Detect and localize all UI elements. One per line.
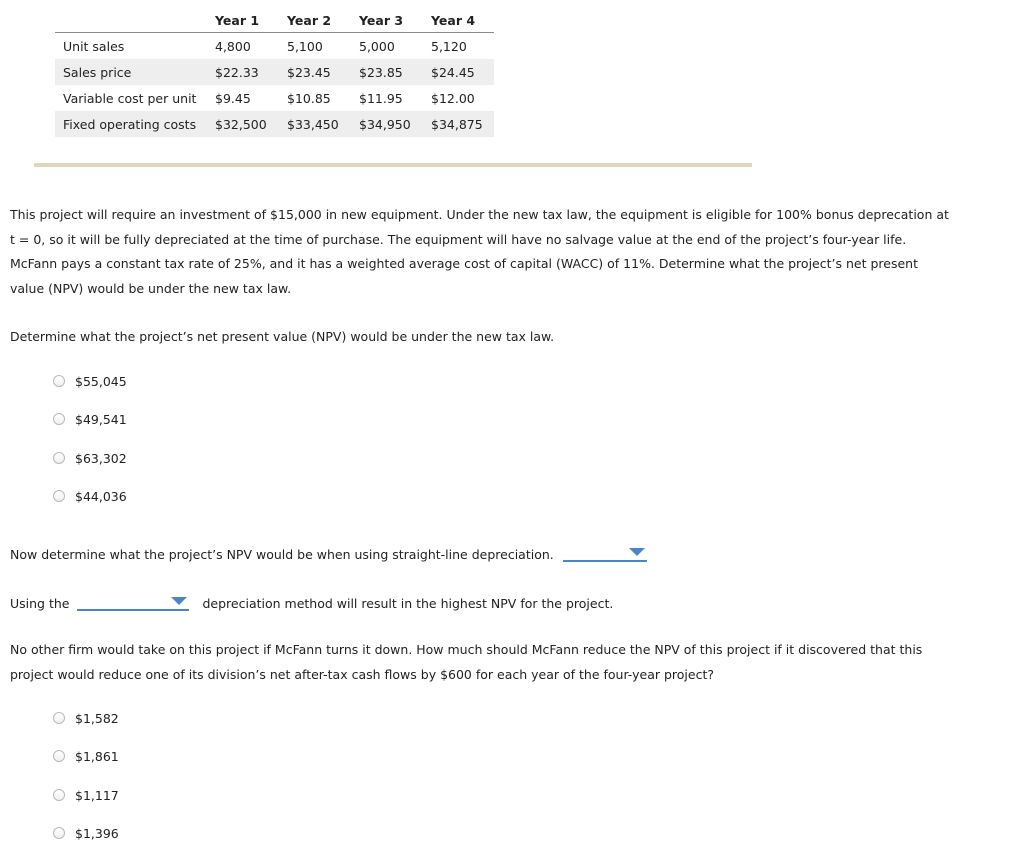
table-cell: $11.95 [359, 90, 403, 106]
option-label: $63,302 [75, 450, 127, 466]
table-header-year-4: Year 4 [431, 8, 494, 33]
radio-button[interactable] [53, 452, 65, 464]
option-label: $1,117 [75, 787, 119, 803]
radio-button[interactable] [53, 490, 65, 502]
table-cell: 5,120 [431, 33, 494, 60]
table-cell: $23.85 [359, 59, 431, 85]
question-2-text: Now determine what the project’s NPV would be when using straight-line depreciation. [10, 547, 554, 562]
intro-line: McFann pays a constant tax rate of 25%, and it has a weighted average cost of capital (WACC) of 11%. Determine what the project’s net present [10, 256, 918, 271]
radio-button[interactable] [53, 375, 65, 387]
option-label: $55,045 [75, 373, 127, 389]
table-cell: $12.00 [431, 90, 475, 106]
table-cell: $32,500 [215, 111, 287, 137]
question-3-prefix: Using the [10, 596, 70, 611]
table-row-sales-price [55, 59, 494, 85]
q1-option-3[interactable] [53, 450, 127, 466]
chevron-down-icon [171, 597, 187, 605]
table-cell: $34,875 [431, 111, 494, 137]
radio-button[interactable] [53, 413, 65, 425]
table-cell: $10.85 [287, 90, 331, 106]
table-header-row [55, 8, 494, 33]
depreciation-method-dropdown[interactable] [77, 593, 189, 611]
table-cell: $9.45 [215, 90, 251, 106]
table-cell: 4,800 [215, 33, 287, 60]
question-4-line: No other firm would take on this project if McFann turns it down. How much should McFann reduce the NPV of this project if it discovered that this [10, 642, 923, 657]
radio-button[interactable] [53, 750, 65, 762]
radio-button[interactable] [53, 712, 65, 724]
question-1-text: Determine what the project’s net present value (NPV) would be under the new tax law. [10, 329, 555, 344]
question-2-row [10, 544, 647, 562]
table-cell: 5,000 [359, 33, 431, 60]
question-3-row [10, 593, 613, 611]
table-header-year-2: Year 2 [287, 8, 359, 33]
intro-line: t = 0, so it will be fully depreciated at the time of purchase. The equipment will have no salvage value at the end of the project’s four-year life. [10, 231, 907, 247]
table-header-year-3: Year 3 [359, 8, 431, 33]
table-cell: 5,100 [287, 33, 359, 60]
table-cell: $23.45 [287, 59, 359, 85]
row-label: Sales price [55, 59, 215, 85]
q1-option-4[interactable] [53, 488, 127, 504]
q4-option-4[interactable] [53, 825, 119, 841]
row-label: Variable cost per unit [63, 90, 197, 106]
table-header-year-1: Year 1 [215, 8, 287, 33]
section-divider [34, 163, 752, 167]
table-cell: $34,950 [359, 111, 431, 137]
table-row-unit-sales [55, 33, 494, 60]
row-label: Fixed operating costs [55, 111, 215, 137]
intro-line: value (NPV) would be under the new tax law. [10, 280, 292, 296]
row-label: Unit sales [55, 33, 215, 60]
table-header-blank [55, 8, 215, 33]
radio-button[interactable] [53, 827, 65, 839]
table-row-variable-cost [55, 85, 494, 111]
project-data-table [55, 8, 494, 137]
table-cell: $33,450 [287, 111, 359, 137]
option-label: $44,036 [75, 488, 127, 504]
straight-line-npv-dropdown[interactable] [563, 544, 647, 562]
intro-paragraph [10, 203, 950, 301]
option-label: $1,582 [75, 710, 119, 726]
table-row-fixed-costs [55, 111, 494, 137]
q1-option-2[interactable] [53, 411, 127, 427]
question-3-suffix: depreciation method will result in the highest NPV for the project. [202, 596, 614, 611]
q4-option-3[interactable] [53, 787, 119, 803]
radio-button[interactable] [53, 789, 65, 801]
option-label: $1,861 [75, 748, 119, 764]
question-1-prompt [10, 325, 950, 350]
table-cell: $22.33 [215, 59, 287, 85]
option-label: $49,541 [75, 411, 127, 427]
intro-line: This project will require an investment of $15,000 in new equipment. Under the new tax law, the equipment is eligible for 100% bonus deprecation at [10, 207, 949, 222]
question-4-prompt [10, 638, 950, 687]
question-4-line: project would reduce one of its division’s net after-tax cash flows by $600 for each year of the four-year project? [10, 666, 714, 682]
table-cell: $24.45 [431, 59, 494, 85]
chevron-down-icon [629, 548, 645, 556]
q4-option-2[interactable] [53, 748, 119, 764]
q4-option-1[interactable] [53, 710, 119, 726]
q1-option-1[interactable] [53, 373, 127, 389]
option-label: $1,396 [75, 825, 119, 841]
